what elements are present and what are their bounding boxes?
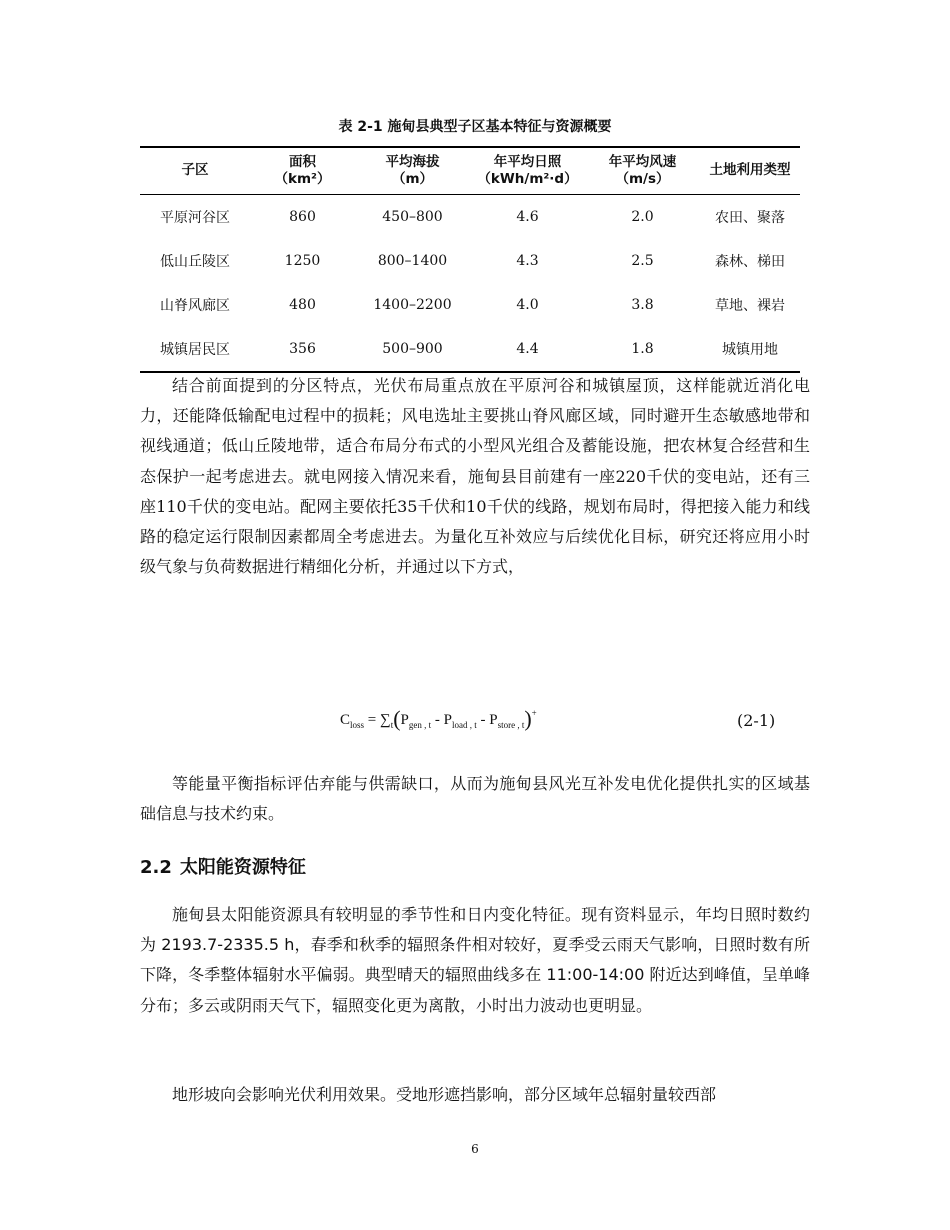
table-cell: 平原河谷区: [160, 209, 230, 226]
equation-symbol: C: [340, 712, 351, 728]
table-row: [140, 283, 800, 328]
equation-symbol: P: [400, 712, 409, 728]
equation-subscript: t: [390, 720, 394, 730]
table-cell: 农田、聚落: [715, 209, 785, 226]
table-cell: 860: [289, 208, 316, 225]
equation-subscript: loss: [350, 720, 365, 730]
header-cell: [140, 147, 250, 194]
table-cell: 低山丘陵区: [160, 253, 230, 270]
table-cell: 1.8: [585, 328, 700, 373]
equation-subscript: store , t: [497, 720, 525, 730]
table-cell: 4.4: [470, 328, 585, 373]
table-cell: 480: [289, 297, 316, 314]
equation-symbol: P: [489, 712, 498, 728]
body-paragraph: 结合前面提到的分区特点，光伏布局重点放在平原河谷和城镇屋顶，这样能就近消化电力，还能降低输配电过程中的损耗；风电选址主要挑山脊风廊区域，同时避开生态敏感地带和视线通道；低山丘陵地带，适合布局分布式的小型风光组合及蓄能设施，把农林复合经营和生态保护一起考虑进去。就电网接入情况来看，施甸县目前建有一座220千伏的变电站，还有三座110千伏的变电站。配网主要依托35千伏和10千伏的线路，规划布局时，得把接入能力和线路的稳定运行限制因素都周全考虑进去。为量化互补效应与后续优化目标，研究还将应用小时级气象与负荷数据进行精细化分析，并通过以下方式，: [140, 376, 810, 577]
table-cell: 4.3: [516, 252, 539, 269]
table-cell: 500–900: [355, 328, 470, 373]
body-paragraph: 施甸县太阳能资源具有较明显的季节性和日内变化特征。现有资料显示，年均日照时数约为 2193.7-2335.5 h，春季和秋季的辐照条件相对较好，夏季受云雨天气影响，日照时数有所下降，冬季整体辐射水平偏弱。典型晴天的辐照曲线多在 11:00-14:00 附近达到峰值，呈单峰分布；多云或阴雨天气下，辐照变化更为离散，小时出力波动也更明显。: [140, 905, 810, 1015]
header-name: 年平均日照: [493, 153, 562, 170]
equation-subscript: load , t: [451, 720, 477, 730]
header-unit: （m）: [391, 170, 434, 187]
table-cell: 4.6: [516, 208, 539, 225]
table-cell: 城镇居民区: [140, 328, 250, 373]
table-cell: 山脊风廊区: [160, 298, 230, 315]
header-name: 土地利用类型: [709, 162, 791, 179]
table-cell: 3.8: [631, 297, 654, 314]
table-row: [140, 194, 800, 239]
table-cell: 城镇用地: [700, 328, 800, 373]
equation-operator: -: [431, 712, 444, 728]
body-paragraph: 等能量平衡指标评估弃能与供需缺口，从而为施甸县风光互补发电优化提供扎实的区域基础信息与技术约束。: [140, 774, 810, 824]
equation-subscript: gen , t: [408, 720, 432, 730]
equation-sum: ∑: [380, 712, 391, 728]
table-cell: 2.5: [631, 252, 654, 269]
table-cell: 森林、梯田: [715, 253, 785, 270]
table-cell: 1250: [284, 252, 321, 269]
header-unit: （km²）: [274, 170, 331, 187]
header-name: 平均海拔: [385, 153, 440, 170]
equation-superscript: +: [531, 708, 537, 718]
section-number: 2.2: [140, 857, 172, 878]
equation-operator: -: [476, 712, 490, 728]
page-number: 6: [471, 1142, 479, 1156]
header-unit: （kWh/m²·d）: [477, 170, 578, 187]
equation-paren: (: [393, 706, 401, 731]
section-title: 太阳能资源特征: [179, 857, 306, 878]
header-name: 年平均风速: [608, 153, 677, 170]
table-cell: 2.0: [631, 208, 654, 225]
table-row: [140, 328, 800, 373]
header-cell: [250, 147, 355, 194]
table-cell: 草地、裸岩: [715, 298, 785, 315]
header-cell: [700, 147, 800, 194]
header-cell: [585, 147, 700, 194]
body-paragraph: 地形坡向会影响光伏利用效果。受地形遮挡影响，部分区域年总辐射量较西部: [172, 1085, 717, 1104]
equation-number: (2-1): [737, 711, 776, 730]
section-heading: [140, 853, 306, 879]
table-cell: 1400–2200: [373, 297, 452, 314]
table-cell: 800–1400: [377, 252, 448, 269]
table-caption: 表 2-1 施甸县典型子区基本特征与资源概要: [338, 119, 612, 135]
header-name: 面积: [289, 153, 316, 170]
table-cell: 4.0: [516, 297, 539, 314]
table-header-row: [140, 147, 800, 194]
equation-operator: =: [364, 712, 380, 728]
header-unit: （m/s）: [615, 170, 670, 187]
header-cell: [355, 147, 470, 194]
table-cell: 450–800: [382, 208, 443, 225]
equation: [340, 706, 537, 732]
header-cell: [470, 147, 585, 194]
equation-paren: ): [524, 706, 532, 731]
table-row: [140, 239, 800, 284]
header-name: 子区: [181, 162, 209, 179]
equation-symbol: P: [443, 712, 452, 728]
subregion-table: [140, 146, 800, 373]
table-cell: 356: [250, 328, 355, 373]
